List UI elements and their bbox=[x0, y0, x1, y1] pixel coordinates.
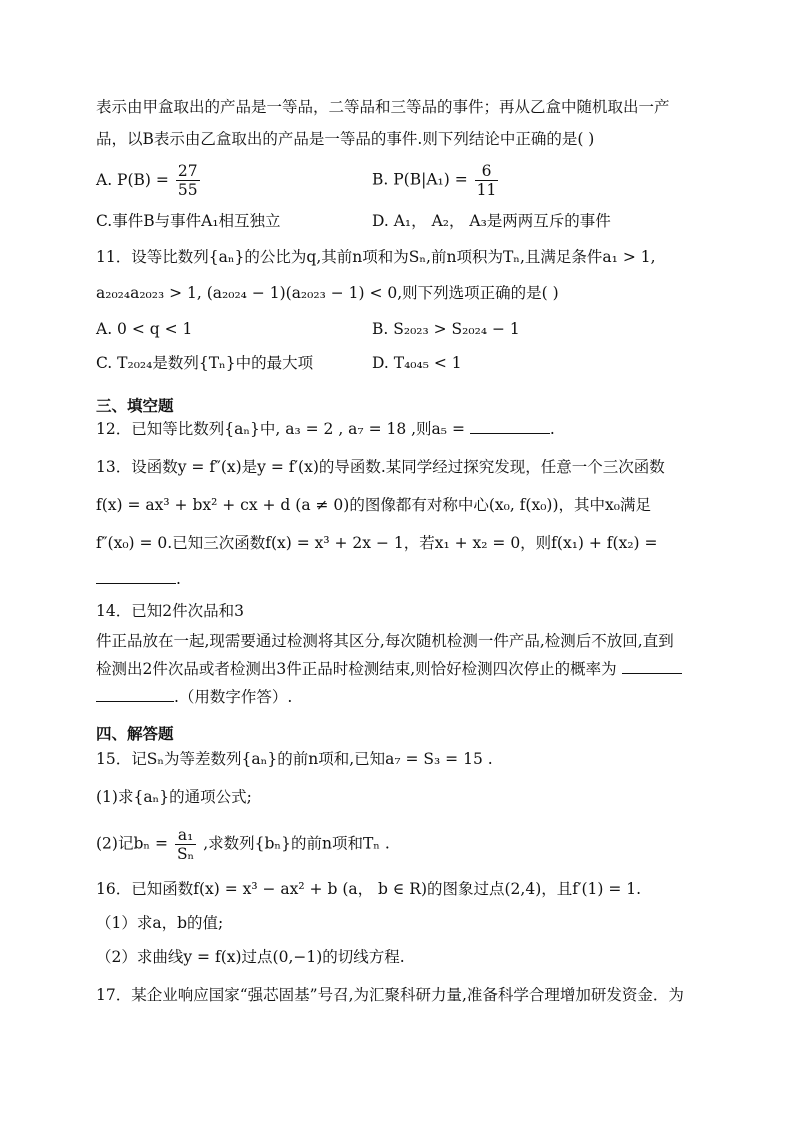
q14-answer-blank-part2[interactable] bbox=[96, 687, 174, 702]
q17-line1: 17．某企业响应国家“强芯固基”号召,为汇聚科研力量,准备科学合理增加研发资金．为 bbox=[96, 986, 684, 1004]
q11-option-d: D. T₄₀₄₅ < 1 bbox=[372, 354, 462, 372]
q14-answer-blank-part1[interactable] bbox=[622, 659, 682, 674]
q13-line3: f″(x₀) = 0.已知三次函数f(x) = x³ + 2x − 1，若x₁ + x₂ = 0，则f(x₁) + f(x₂) = bbox=[96, 534, 658, 552]
q10-option-b: B. P(B|A₁) = $\frac{6}{11}$ bbox=[372, 162, 497, 199]
q11-options-ab bbox=[96, 318, 520, 340]
q10-option-d: D. A₁， A₂， A₃是两两互斥的事件 bbox=[372, 212, 611, 230]
q14-line2: 件正品放在一起,现需要通过检测将其区分,每次随机检测一件产品,检测后不放回,直到 bbox=[96, 632, 674, 650]
q10-option-c: C.事件B与事件A₁相互独立 bbox=[96, 212, 281, 230]
q11-line2: a₂₀₂₄a₂₀₂₃ > 1, (a₂₀₂₄ − 1)(a₂₀₂₃ − 1) < 0,则下列选项正确的是( ) bbox=[96, 284, 559, 302]
q11-line1: 11．设等比数列{aₙ}的公比为q,其前n项和为Sₙ,前n项积为Tₙ,且满足条件a₁ > 1, bbox=[96, 248, 656, 266]
q13-answer-blank[interactable] bbox=[96, 569, 176, 584]
section-answer-heading: 四、解答题 bbox=[96, 725, 174, 743]
q11-option-c: C. T₂₀₂₄是数列{Tₙ}中的最大项 bbox=[96, 354, 314, 372]
q13-line2: f(x) = ax³ + bx² + cx + d (a ≠ 0)的图像都有对称中心(x₀, f(x₀))，其中x₀满足 bbox=[96, 496, 651, 514]
q16-part2: （2）求曲线y = f(x)过点(0,−1)的切线方程. bbox=[96, 948, 405, 966]
q10-option-b-fraction: $\frac{6}{11}$ bbox=[476, 162, 497, 199]
q12-answer-blank[interactable] bbox=[470, 419, 550, 434]
q11-option-b: B. S₂₀₂₃ > S₂₀₂₄ − 1 bbox=[372, 320, 520, 338]
q12: 12．已知等比数列{aₙ}中, a₃ = 2 , a₇ = 18 ,则a₅ = . bbox=[96, 420, 555, 438]
q15-part2: (2)记bₙ = $\frac{\text{a₁}}{\text{Sₙ}}$ ,求数列{bₙ}的前n项和Tₙ . bbox=[96, 826, 390, 863]
q11-options-cd bbox=[96, 352, 462, 374]
q10-options-cd bbox=[96, 210, 611, 232]
q16-part1: （1）求a，b的值; bbox=[96, 914, 224, 932]
q10-line1: 表示由甲盒取出的产品是一等品，二等品和三等品的事件；再从乙盒中随机取出一产 bbox=[96, 98, 670, 116]
q10-line2: 品，以B表示由乙盒取出的产品是一等品的事件.则下列结论中正确的是( ) bbox=[96, 130, 595, 148]
q14-line1: 14．已知2件次品和3 bbox=[96, 602, 244, 620]
q13-line1: 13．设函数y = f″(x)是y = f′(x)的导函数.某同学经过探究发现，任意一个三次函数 bbox=[96, 458, 665, 476]
q11-option-a: A. 0 < q < 1 bbox=[96, 320, 193, 338]
q10-options-ab bbox=[96, 162, 497, 199]
q15-line1: 15．记Sₙ为等差数列{aₙ}的前n项和,已知a₇ = S₃ = 15 . bbox=[96, 750, 493, 768]
q10-option-a: A. P(B) = $\frac{27}{55}$ bbox=[96, 162, 198, 199]
q15-part1: (1)求{aₙ}的通项公式; bbox=[96, 788, 252, 806]
section-fill-in-heading: 三、填空题 bbox=[96, 397, 174, 415]
q14-line4: .（用数字作答）. bbox=[96, 686, 292, 708]
q15-fraction: $\frac{\text{a₁}}{\text{Sₙ}}$ bbox=[176, 826, 195, 863]
q13-answer-line: . bbox=[96, 568, 181, 590]
q14-line3: 检测出2件次品或者检测出3件正品时检测结束,则恰好检测四次停止的概率为 bbox=[96, 658, 682, 680]
q10-option-a-fraction: $\frac{27}{55}$ bbox=[177, 162, 198, 199]
q16-line1: 16．已知函数f(x) = x³ − ax² + b (a， b ∈ R)的图象过点(2,4)，且f′(1) = 1. bbox=[96, 880, 642, 898]
